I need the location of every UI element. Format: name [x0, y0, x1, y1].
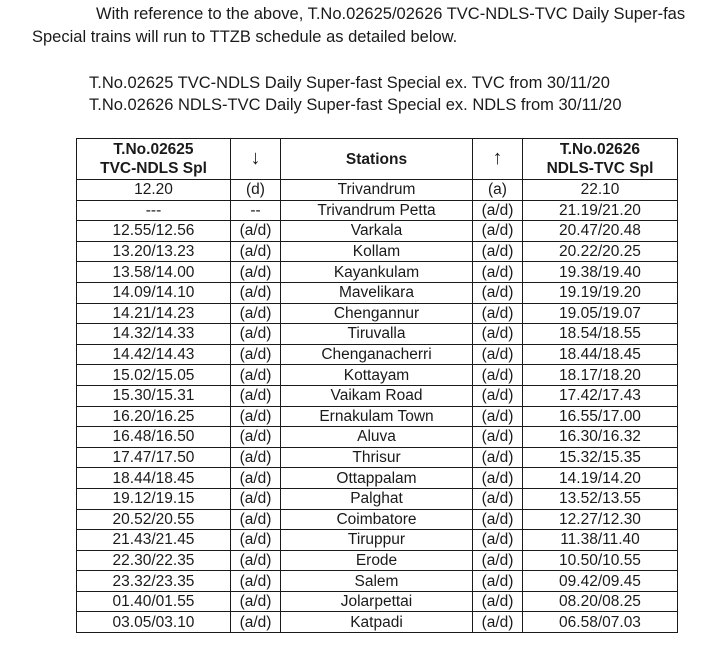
up-time-cell: 06.58/07.03: [523, 612, 678, 633]
up-time-cell: 18.44/18.45: [523, 344, 678, 365]
up-time-cell: 21.19/21.20: [523, 200, 678, 221]
down-code-cell: (a/d): [231, 262, 281, 283]
station-cell: Chengannur: [281, 303, 473, 324]
up-code-cell: (a/d): [473, 427, 523, 448]
up-code-cell: (a): [473, 180, 523, 201]
up-time-cell: 19.05/19.07: [523, 303, 678, 324]
table-row: [77, 468, 678, 489]
up-code-cell: (a/d): [473, 530, 523, 551]
service-info-line-1: T.No.02625 TVC-NDLS Daily Super-fast Special ex. TVC from 30/11/20: [89, 74, 610, 92]
down-code-cell: (d): [231, 180, 281, 201]
down-code-cell: (a/d): [231, 344, 281, 365]
header-up-train: [523, 139, 678, 180]
down-time-cell: 14.09/14.10: [77, 282, 231, 303]
up-code-cell: (a/d): [473, 550, 523, 571]
down-code-cell: (a/d): [231, 303, 281, 324]
down-time-cell: 22.30/22.35: [77, 550, 231, 571]
table-row: [77, 221, 678, 242]
station-cell: Tiruvalla: [281, 324, 473, 345]
down-time-cell: 12.55/12.56: [77, 221, 231, 242]
table-row: [77, 365, 678, 386]
down-code-cell: (a/d): [231, 427, 281, 448]
down-time-cell: 16.20/16.25: [77, 406, 231, 427]
up-time-cell: 18.54/18.55: [523, 324, 678, 345]
up-time-cell: 10.50/10.55: [523, 550, 678, 571]
down-code-cell: (a/d): [231, 365, 281, 386]
station-cell: Ernakulam Town: [281, 406, 473, 427]
down-code-cell: (a/d): [231, 241, 281, 262]
intro-line-1: With reference to the above, T.No.02625/02626 TVC-NDLS-TVC Daily Super-fas: [96, 5, 686, 23]
service-info-line-2: T.No.02626 NDLS-TVC Daily Super-fast Special ex. NDLS from 30/11/20: [89, 96, 622, 114]
down-code-cell: (a/d): [231, 530, 281, 551]
down-time-cell: 17.47/17.50: [77, 447, 231, 468]
up-code-cell: (a/d): [473, 303, 523, 324]
down-code-cell: (a/d): [231, 550, 281, 571]
down-time-cell: 14.32/14.33: [77, 324, 231, 345]
down-time-cell: 13.58/14.00: [77, 262, 231, 283]
station-cell: Jolarpettai: [281, 591, 473, 612]
down-time-cell: ---: [77, 200, 231, 221]
up-code-cell: (a/d): [473, 447, 523, 468]
header-row: [77, 139, 678, 180]
up-train-name: NDLS-TVC Spl: [546, 160, 654, 177]
header-up-direction: [473, 139, 523, 180]
table-row: [77, 180, 678, 201]
timetable-body: [77, 180, 678, 633]
up-time-cell: 19.38/19.40: [523, 262, 678, 283]
up-code-cell: (a/d): [473, 221, 523, 242]
header-stations: Stations: [281, 139, 473, 180]
station-cell: Palghat: [281, 488, 473, 509]
down-time-cell: 14.21/14.23: [77, 303, 231, 324]
up-time-cell: 19.19/19.20: [523, 282, 678, 303]
station-cell: Chenganacherri: [281, 344, 473, 365]
table-row: [77, 385, 678, 406]
table-row: [77, 303, 678, 324]
up-code-cell: (a/d): [473, 406, 523, 427]
up-train-number: T.No.02626: [559, 141, 641, 158]
down-code-cell: (a/d): [231, 591, 281, 612]
table-row: [77, 324, 678, 345]
up-arrow-icon: ↑: [492, 147, 503, 169]
table-row: [77, 406, 678, 427]
table-row: [77, 262, 678, 283]
station-cell: Ottappalam: [281, 468, 473, 489]
table-row: [77, 488, 678, 509]
up-time-cell: 13.52/13.55: [523, 488, 678, 509]
station-cell: Kottayam: [281, 365, 473, 386]
up-time-cell: 12.27/12.30: [523, 509, 678, 530]
down-time-cell: 15.02/15.05: [77, 365, 231, 386]
station-cell: Varkala: [281, 221, 473, 242]
table-row: [77, 550, 678, 571]
station-cell: Erode: [281, 550, 473, 571]
station-cell: Vaikam Road: [281, 385, 473, 406]
station-cell: Coimbatore: [281, 509, 473, 530]
up-time-cell: 18.17/18.20: [523, 365, 678, 386]
up-time-cell: 09.42/09.45: [523, 571, 678, 592]
up-code-cell: (a/d): [473, 262, 523, 283]
table-row: [77, 344, 678, 365]
down-time-cell: 12.20: [77, 180, 231, 201]
up-time-cell: 11.38/11.40: [523, 530, 678, 551]
up-code-cell: (a/d): [473, 385, 523, 406]
table-row: [77, 241, 678, 262]
up-time-cell: 20.22/20.25: [523, 241, 678, 262]
down-time-cell: 18.44/18.45: [77, 468, 231, 489]
table-row: [77, 571, 678, 592]
down-code-cell: (a/d): [231, 612, 281, 633]
down-time-cell: 21.43/21.45: [77, 530, 231, 551]
station-cell: Salem: [281, 571, 473, 592]
station-cell: Mavelikara: [281, 282, 473, 303]
down-train-name: TVC-NDLS Spl: [100, 160, 207, 177]
station-cell: Katpadi: [281, 612, 473, 633]
down-time-cell: 14.42/14.43: [77, 344, 231, 365]
down-code-cell: (a/d): [231, 282, 281, 303]
up-time-cell: 22.10: [523, 180, 678, 201]
station-cell: Trivandrum Petta: [281, 200, 473, 221]
up-code-cell: (a/d): [473, 591, 523, 612]
up-code-cell: (a/d): [473, 344, 523, 365]
table-row: [77, 530, 678, 551]
station-cell: Kayankulam: [281, 262, 473, 283]
up-code-cell: (a/d): [473, 612, 523, 633]
down-code-cell: (a/d): [231, 447, 281, 468]
down-code-cell: (a/d): [231, 324, 281, 345]
up-time-cell: 08.20/08.25: [523, 591, 678, 612]
up-code-cell: (a/d): [473, 571, 523, 592]
down-code-cell: (a/d): [231, 385, 281, 406]
down-time-cell: 01.40/01.55: [77, 591, 231, 612]
table-row: [77, 282, 678, 303]
down-code-cell: (a/d): [231, 488, 281, 509]
station-cell: Kollam: [281, 241, 473, 262]
up-time-cell: 16.30/16.32: [523, 427, 678, 448]
up-code-cell: (a/d): [473, 468, 523, 489]
header-down-train: [77, 139, 231, 180]
down-time-cell: 15.30/15.31: [77, 385, 231, 406]
timetable-header: [77, 139, 678, 180]
up-code-cell: (a/d): [473, 282, 523, 303]
down-code-cell: (a/d): [231, 221, 281, 242]
intro-line-2: Special trains will run to TTZB schedule as detailed below.: [32, 28, 458, 46]
up-code-cell: (a/d): [473, 365, 523, 386]
down-arrow-icon: ↓: [250, 147, 261, 169]
down-train-number: T.No.02625: [113, 141, 194, 158]
up-time-cell: 16.55/17.00: [523, 406, 678, 427]
table-row: [77, 612, 678, 633]
up-code-cell: (a/d): [473, 509, 523, 530]
up-time-cell: 20.47/20.48: [523, 221, 678, 242]
up-time-cell: 17.42/17.43: [523, 385, 678, 406]
down-time-cell: 23.32/23.35: [77, 571, 231, 592]
table-row: [77, 591, 678, 612]
table-row: [77, 509, 678, 530]
station-cell: Tiruppur: [281, 530, 473, 551]
table-row: [77, 200, 678, 221]
up-time-cell: 14.19/14.20: [523, 468, 678, 489]
down-time-cell: 03.05/03.10: [77, 612, 231, 633]
station-cell: Trivandrum: [281, 180, 473, 201]
station-cell: Aluva: [281, 427, 473, 448]
up-time-cell: 15.32/15.35: [523, 447, 678, 468]
station-cell: Thrisur: [281, 447, 473, 468]
service-info: [89, 72, 622, 116]
table-row: [77, 447, 678, 468]
down-code-cell: (a/d): [231, 406, 281, 427]
header-down-direction: [231, 139, 281, 180]
down-time-cell: 13.20/13.23: [77, 241, 231, 262]
down-code-cell: (a/d): [231, 509, 281, 530]
up-code-cell: (a/d): [473, 241, 523, 262]
down-time-cell: 16.48/16.50: [77, 427, 231, 448]
up-code-cell: (a/d): [473, 324, 523, 345]
up-code-cell: (a/d): [473, 488, 523, 509]
down-code-cell: --: [231, 200, 281, 221]
table-row: [77, 427, 678, 448]
down-code-cell: (a/d): [231, 571, 281, 592]
down-time-cell: 20.52/20.55: [77, 509, 231, 530]
up-code-cell: (a/d): [473, 200, 523, 221]
down-time-cell: 19.12/19.15: [77, 488, 231, 509]
down-code-cell: (a/d): [231, 468, 281, 489]
timetable: [76, 138, 678, 633]
